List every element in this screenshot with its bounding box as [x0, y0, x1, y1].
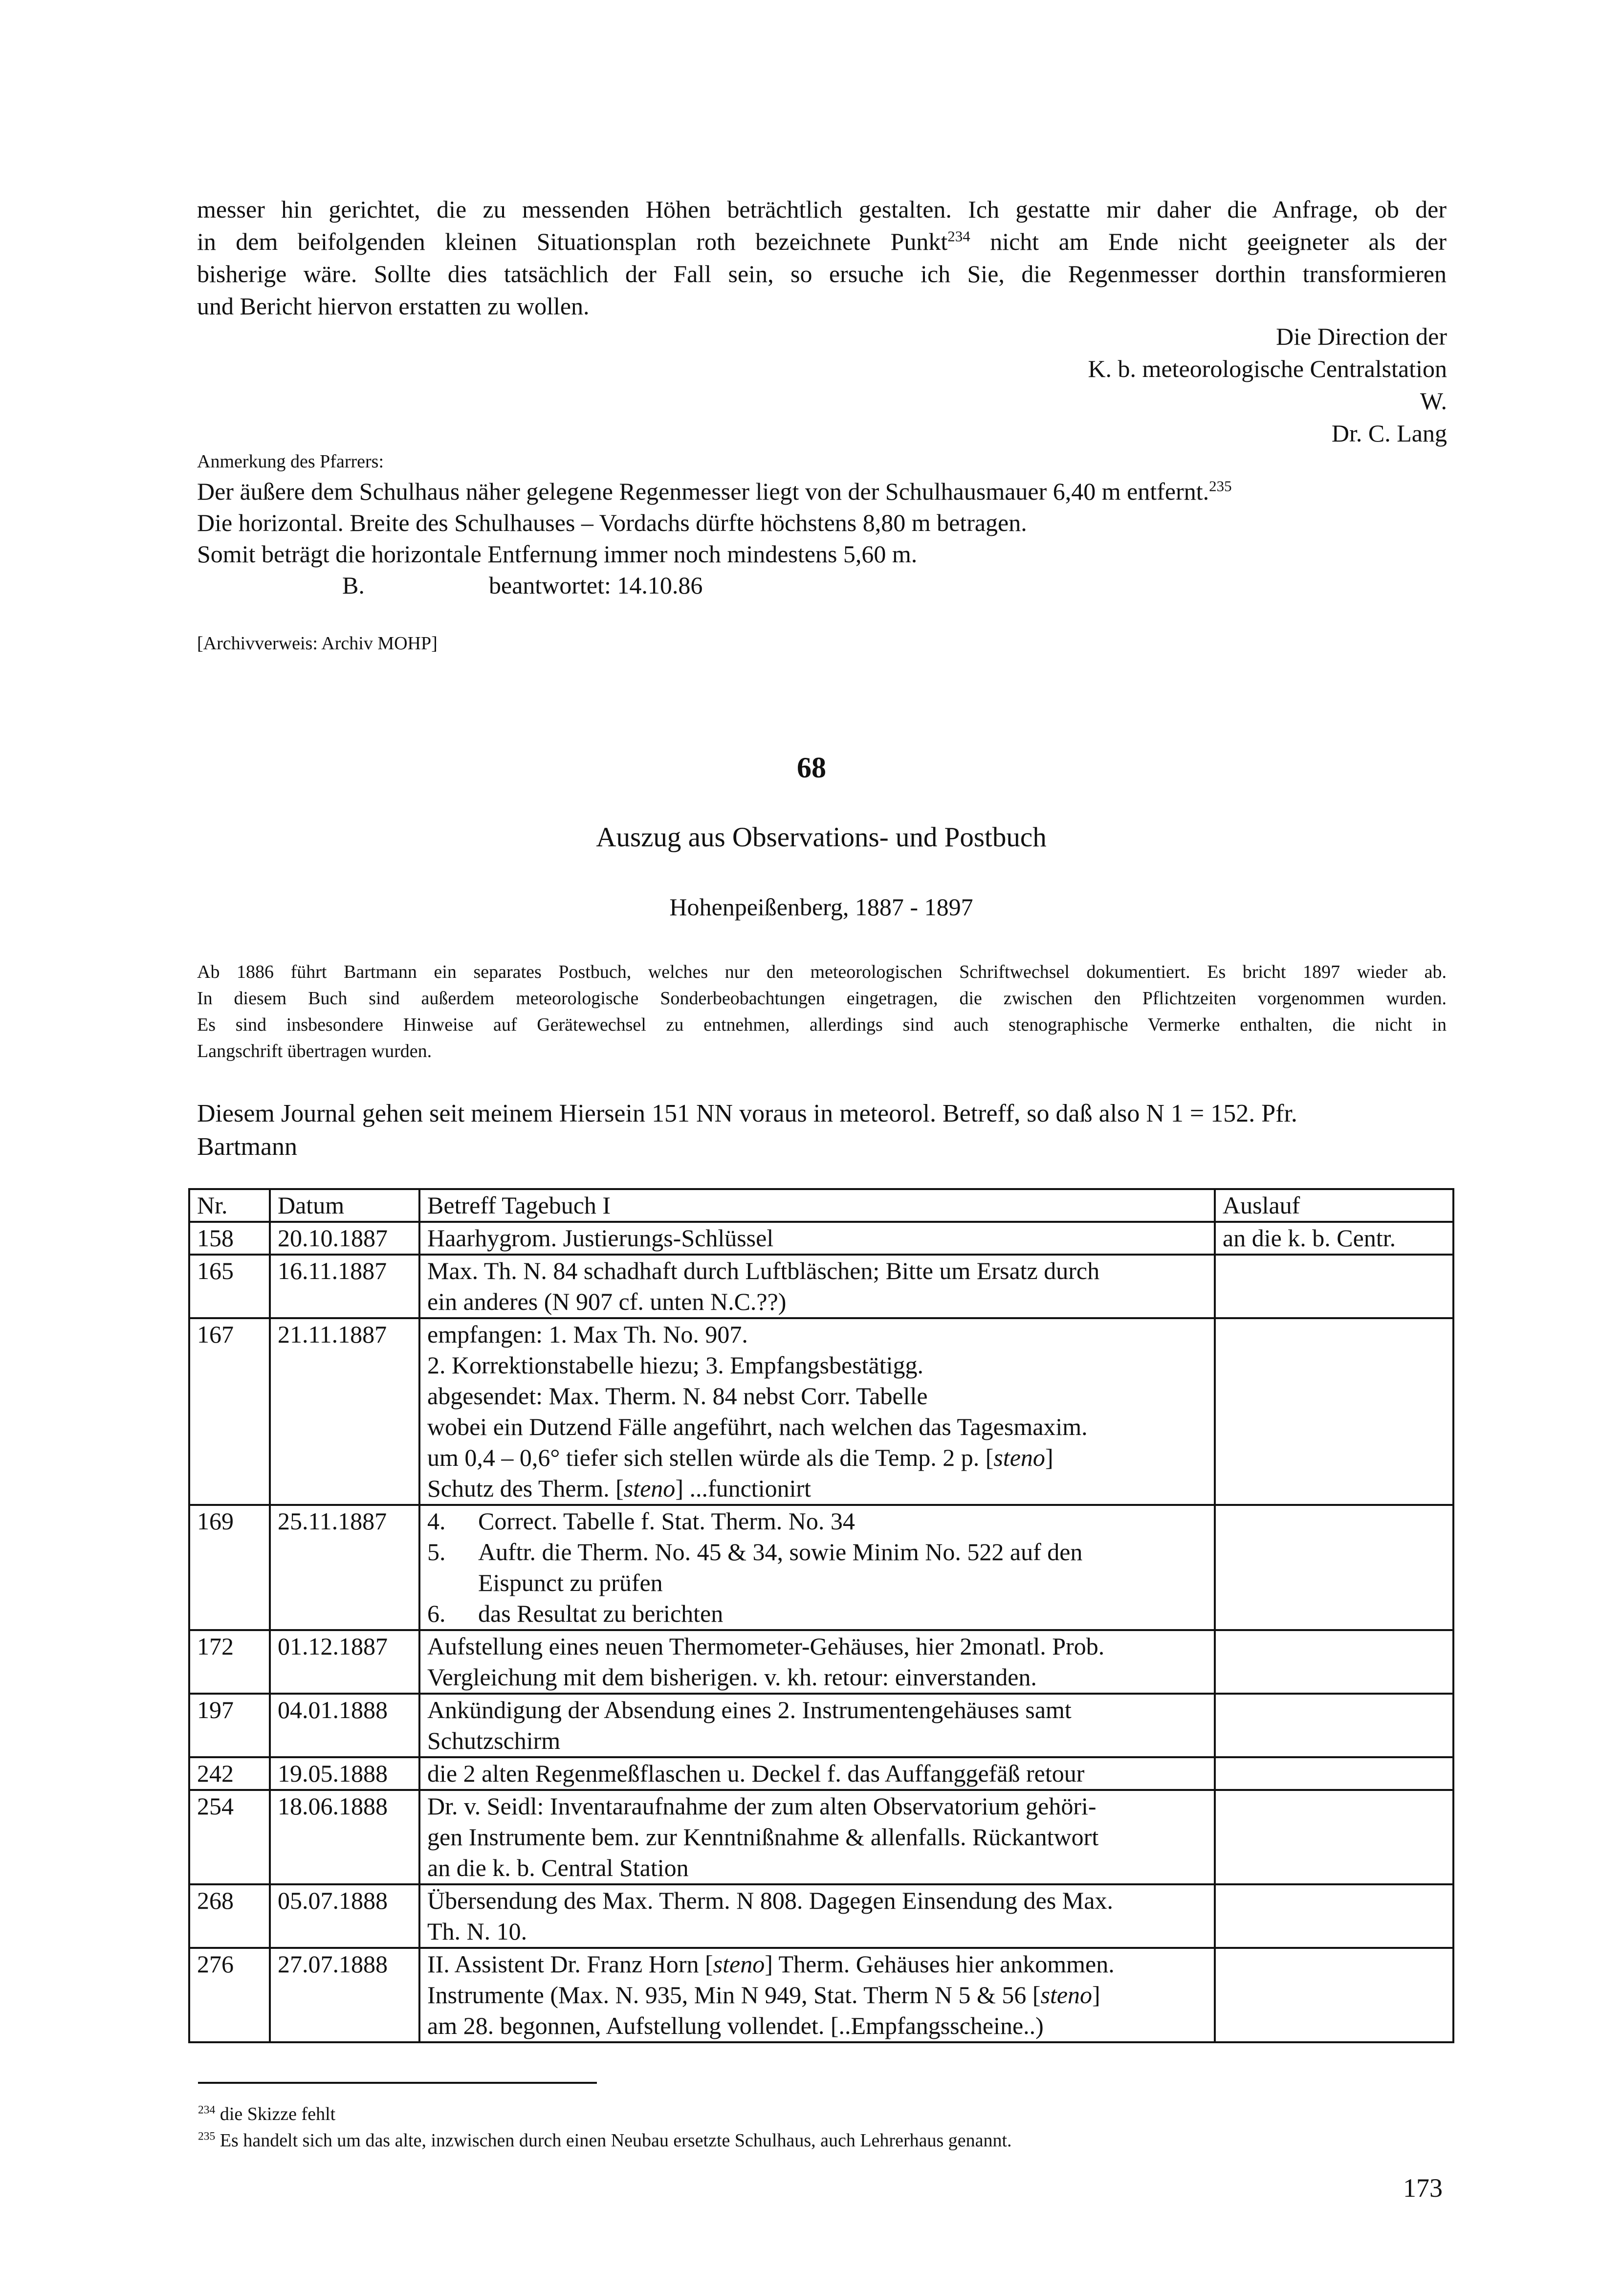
note-line-1: Der äußere dem Schulhaus näher gelegene Regenmesser liegt von der Schulhausmauer 6,40 m entfernt.$^{235}$ — [197, 477, 1232, 505]
subject-line: Schutz des Therm. [steno] ...functionirt — [427, 1475, 812, 1502]
cell-date: 21.11.1887 — [270, 1318, 419, 1505]
letter-line-4: und Bericht hiervon erstatten zu wollen. — [197, 292, 590, 320]
subject-line: abgesendet: Max. Therm. N. 84 nebst Corr. Tabelle — [427, 1382, 928, 1410]
subject-line: gen Instrumente bem. zur Kenntnißnahme & allenfalls. Rückantwort — [427, 1823, 1099, 1851]
subject-line: empfangen: 1. Max Th. No. 907. — [427, 1321, 748, 1348]
table-row — [189, 1505, 1453, 1630]
cell-nr: 197 — [189, 1694, 270, 1757]
subject-line: wobei ein Dutzend Fälle angeführt, nach welchen das Tagesmaxim. — [427, 1413, 1088, 1440]
header-subject: Betreff Tagebuch I — [419, 1189, 1215, 1222]
table-row — [189, 1694, 1453, 1757]
cell-outgoing — [1215, 1255, 1453, 1318]
subject-line: an die k. b. Central Station — [427, 1854, 689, 1881]
subject-line: Th. N. 10. — [427, 1918, 527, 1945]
subject-line: am 28. begonnen, Aufstellung vollendet. [..Empfangsscheine..) — [427, 2012, 1044, 2039]
footnote — [198, 2128, 1012, 2153]
cell-outgoing — [1215, 1948, 1453, 2042]
section-subtitle: Hohenpeißenberg, 1887 - 1897 — [669, 893, 973, 921]
footnote-ref-234: 234 — [947, 227, 970, 245]
enum-text: Correct. Tabelle f. Stat. Therm. No. 34 — [478, 1507, 855, 1535]
subject-line: Dr. v. Seidl: Inventaraufnahme der zum alten Observatorium gehöri- — [427, 1792, 1097, 1820]
header-date: Datum — [270, 1189, 419, 1222]
letter-line-2: in dem beifolgenden kleinen Situationsplan roth bezeichnete Punkt$^{234}$ nicht am Ende nicht geeigneter als der — [197, 227, 1447, 255]
cell-subject — [419, 1505, 1215, 1630]
cell-date: 18.06.1888 — [270, 1790, 419, 1884]
note-sign-initial: B. — [342, 572, 365, 599]
cell-subject — [419, 1694, 1215, 1757]
cell-subject — [419, 1255, 1215, 1318]
signature-line: W. — [1420, 387, 1447, 415]
enum-text: das Resultat zu berichten — [478, 1600, 724, 1627]
subject-line: Instrumente (Max. N. 935, Min N 949, Stat. Therm N 5 & 56 [steno] — [427, 1981, 1100, 2009]
cell-outgoing — [1215, 1318, 1453, 1505]
subject-line: Schutzschirm — [427, 1727, 561, 1754]
enum-number: 6. — [427, 1600, 446, 1627]
enum-number: 5. — [427, 1538, 446, 1566]
cell-nr: 268 — [189, 1884, 270, 1948]
intro-line: Ab 1886 führt Bartmann ein separates Postbuch, welches nur den meteorologischen Schriftwechsel dokumentiert. Es bricht 1897 wieder ab. — [197, 962, 1447, 982]
cell-date: 05.07.1888 — [270, 1884, 419, 1948]
cell-subject — [419, 1318, 1215, 1505]
intro-line: In diesem Buch sind außerdem meteorologische Sonderbeobachtungen eingetragen, die zwischen den Pflichtzeiten vorgenommen wurden. — [197, 988, 1447, 1009]
cell-outgoing — [1215, 1505, 1453, 1630]
signature-line: Dr. C. Lang — [1331, 419, 1447, 447]
intro-line: Es sind insbesondere Hinweise auf Gerätewechsel zu entnehmen, allerdings sind auch stenographische Vermerke enthalten, die nicht in — [197, 1015, 1447, 1035]
subject-line: Max. Th. N. 84 schadhaft durch Luftbläschen; Bitte um Ersatz durch — [427, 1257, 1100, 1284]
table-row — [189, 1948, 1453, 2042]
cell-date: 16.11.1887 — [270, 1255, 419, 1318]
cell-outgoing — [1215, 1757, 1453, 1790]
journal-note-line-1: Diesem Journal gehen seit meinem Hiersein 151 NN voraus in meteorol. Betreff, so daß also N 1 = 152. Pfr. — [197, 1100, 1297, 1127]
cell-outgoing — [1215, 1790, 1453, 1884]
journal-table — [188, 1188, 1454, 2043]
header-outgoing: Auslauf — [1215, 1189, 1453, 1222]
subject-line: um 0,4 – 0,6° tiefer sich stellen würde als die Temp. 2 p. [steno] — [427, 1444, 1053, 1471]
cell-date: 25.11.1887 — [270, 1505, 419, 1630]
cell-subject — [419, 1884, 1215, 1948]
cell-date: 27.07.1888 — [270, 1948, 419, 2042]
note-answered: beantwortet: 14.10.86 — [489, 572, 703, 599]
footnote-text: die Skizze fehlt — [219, 2104, 336, 2124]
subject-line: Haarhygrom. Justierungs-Schlüssel — [427, 1224, 774, 1252]
table-row — [189, 1318, 1453, 1505]
cell-subject — [419, 1948, 1215, 2042]
footnote-text: Es handelt sich um das alte, inzwischen durch einen Neubau ersetzte Schulhaus, auch Lehrerhaus genannt. — [219, 2130, 1012, 2151]
cell-date: 19.05.1888 — [270, 1757, 419, 1790]
table-header-row — [189, 1189, 1453, 1222]
cell-nr: 242 — [189, 1757, 270, 1790]
footnote-ref-235: 235 — [1209, 477, 1232, 495]
footnote — [198, 2101, 335, 2127]
subject-line: Ankündigung der Absendung eines 2. Instrumentengehäuses samt — [427, 1696, 1072, 1723]
cell-outgoing — [1215, 1884, 1453, 1948]
letter-line-3: bisherige wäre. Sollte dies tatsächlich der Fall sein, so ersuche ich Sie, die Regenmesser dorthin transformieren — [197, 260, 1447, 287]
table-row — [189, 1255, 1453, 1318]
note-line-3: Somit beträgt die horizontale Entfernung immer noch mindestens 5,60 m. — [197, 540, 918, 568]
note-line-2: Die horizontal. Breite des Schulhauses – Vordachs dürfte höchstens 8,80 m betragen. — [197, 509, 1027, 536]
enum-item — [427, 1506, 1214, 1537]
cell-outgoing — [1215, 1694, 1453, 1757]
table-row — [189, 1884, 1453, 1948]
enum-number: 4. — [427, 1507, 446, 1535]
footnote-number: 235 — [198, 2130, 216, 2143]
footnote-number: 234 — [198, 2103, 216, 2117]
cell-subject — [419, 1757, 1215, 1790]
intro-line: Langschrift übertragen wurden. — [197, 1041, 432, 1061]
subject-line: Aufstellung eines neuen Thermometer-Gehäuses, hier 2monatl. Prob. — [427, 1633, 1105, 1660]
cell-nr: 172 — [189, 1630, 270, 1694]
journal-note-line-2: Bartmann — [197, 1133, 298, 1161]
table-row — [189, 1790, 1453, 1884]
table-row — [189, 1222, 1453, 1255]
cell-date: 04.01.1888 — [270, 1694, 419, 1757]
enum-item — [427, 1598, 1214, 1629]
subject-line: Übersendung des Max. Therm. N 808. Dagegen Einsendung des Max. — [427, 1887, 1113, 1914]
cell-nr: 276 — [189, 1948, 270, 2042]
subject-line: Vergleichung mit dem bisherigen. v. kh. retour: einverstanden. — [427, 1663, 1037, 1691]
cell-outgoing: an die k. b. Centr. — [1215, 1222, 1453, 1255]
cell-date: 20.10.1887 — [270, 1222, 419, 1255]
archive-reference: [Archivverweis: Archiv MOHP] — [197, 633, 438, 654]
table-row — [189, 1757, 1453, 1790]
section-number: 68 — [797, 751, 826, 784]
cell-nr: 165 — [189, 1255, 270, 1318]
subject-line: 2. Korrektionstabelle hiezu; 3. Empfangsbestätigg. — [427, 1351, 924, 1379]
subject-line: II. Assistent Dr. Franz Horn [steno] Therm. Gehäuses hier ankommen. — [427, 1950, 1115, 1978]
cell-subject — [419, 1222, 1215, 1255]
enum-text: Auftr. die Therm. No. 45 & 34, sowie Minim No. 522 auf den — [478, 1538, 1083, 1566]
header-nr: Nr. — [189, 1189, 270, 1222]
signature-line: K. b. meteorologische Centralstation — [1088, 355, 1447, 382]
enum-continuation: Eispunct zu prüfen — [478, 1569, 663, 1596]
cell-nr: 158 — [189, 1222, 270, 1255]
cell-nr: 169 — [189, 1505, 270, 1630]
signature-line: Die Direction der — [1276, 323, 1447, 350]
footnote-divider — [198, 2082, 597, 2084]
cell-date: 01.12.1887 — [270, 1630, 419, 1694]
cell-subject — [419, 1630, 1215, 1694]
enum-item — [427, 1537, 1214, 1598]
note-heading: Anmerkung des Pfarrers: — [197, 451, 384, 472]
letter-line-1: messer hin gerichtet, die zu messenden Höhen beträchtlich gestalten. Ich gestatte mir daher die Anfrage, ob der — [197, 196, 1447, 223]
cell-nr: 167 — [189, 1318, 270, 1505]
cell-nr: 254 — [189, 1790, 270, 1884]
cell-subject — [419, 1790, 1215, 1884]
table-row — [189, 1630, 1453, 1694]
subject-line: die 2 alten Regenmeßflaschen u. Deckel f. das Auffanggefäß retour — [427, 1760, 1085, 1787]
section-title: Auszug aus Observations- und Postbuch — [596, 822, 1047, 853]
subject-line: ein anderes (N 907 cf. unten N.C.??) — [427, 1288, 787, 1315]
cell-outgoing — [1215, 1630, 1453, 1694]
page-number: 173 — [1403, 2173, 1443, 2203]
